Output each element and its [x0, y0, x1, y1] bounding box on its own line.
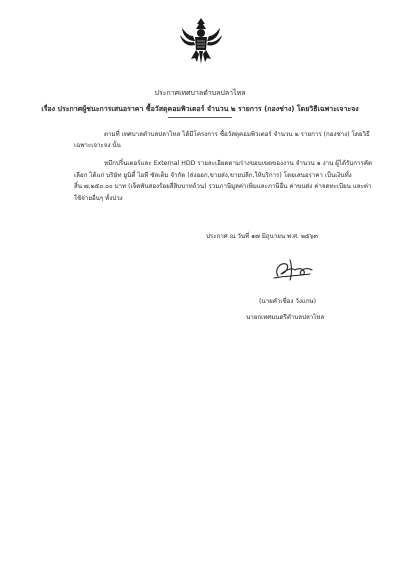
handwritten-signature-icon [268, 256, 316, 284]
body-line: ตามที่ เทศบาลตำบลปลาไหล ได้มีโครงการ ซื้อวัสดุคอมพิวเตอร์ จำนวน ๒ รายการ (กองช่าง) โดยวิธี [104, 131, 370, 138]
body-line: สิ้น ๗,๒๕๐.๐๐ บาท (เจ็ดพันสองร้อยสี่สิบบาทถ้วน) รวมภาษีมูลค่าเพิ่มและภาษีอื่น ค่าขนส่ง ค่าจดทะเบียน และค่า [74, 183, 372, 190]
body-line: ใช้จ่ายอื่นๆ ทั้งปวง [74, 195, 123, 202]
body-line: เลือก ได้แก่ บริษัท ยูนิตี้ ไอที ซัลเต็ม จำกัด (ส่งออก,ขายส่ง,ขายปลีก,ให้บริการ) โดยเสนอราคา เป็นเงินทั้ง [74, 172, 352, 179]
date-line: ประกาศ ณ วันที่ ๑๗ มิถุนายน พ.ศ. ๒๕๖๓ [206, 233, 318, 240]
signer-title: นายกเทศมนตรีตำบลปลาไหล [246, 314, 325, 321]
document-subject: เรื่อง ประกาศผู้ชนะการเสนอราคา ซื้อวัสดุคอมพิวเตอร์ จำนวน ๒ รายการ (กองช่าง) โดยวิธีเฉพาะเจาะจง [41, 105, 359, 113]
signer-name: (นายคำเชื่อง วังแกษ) [259, 298, 317, 305]
body-line: เฉพาะเจาะจง นั้น [74, 142, 121, 149]
garuda-emblem-icon [179, 16, 223, 66]
body-line: หมึกปริ้นเตอร์และ External HDD รายละเอียดตามร่างขอบเขตของงาน จำนวน ๑ งาน ผู้ได้รับการคัด [104, 160, 373, 167]
document-heading: ประกาศเทศบาลตำบลปลาไหล [154, 89, 246, 97]
title-divider [168, 117, 232, 118]
